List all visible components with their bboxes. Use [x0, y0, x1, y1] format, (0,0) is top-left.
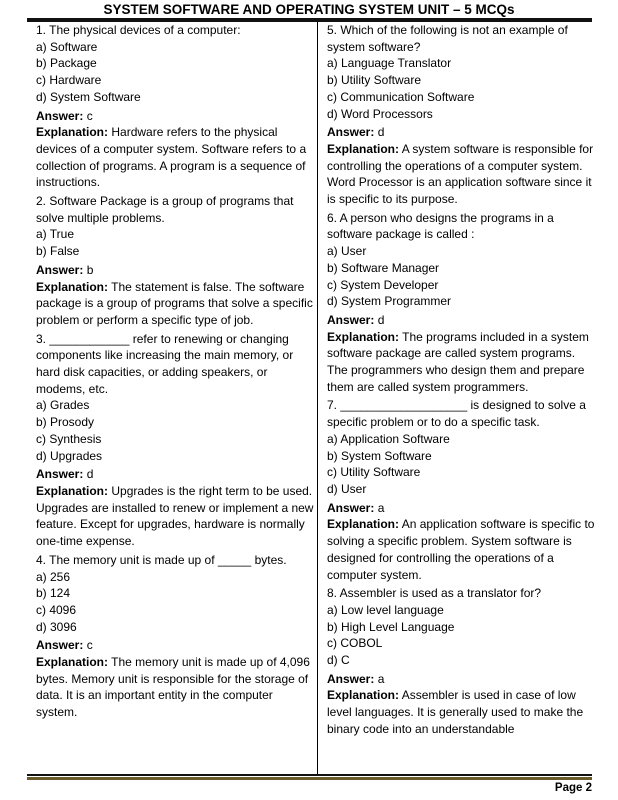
answer-value: a: [377, 500, 385, 515]
option-a: a) Low level language: [327, 602, 444, 617]
footer-rule: [27, 774, 592, 780]
answer-label: Answer:: [327, 671, 375, 686]
explanation-label: Explanation:: [36, 125, 109, 140]
question-text: 3. ____________ refer to renewing or changing components like increasing the main memory, or hard disk capacities, or adding speakers, or modems, etc.: [36, 331, 297, 396]
option-a: a) Grades: [36, 398, 90, 413]
explanation: [327, 687, 595, 737]
answer-line: [36, 637, 314, 654]
answer-label: Answer:: [327, 125, 375, 140]
option-c: c) COBOL: [327, 636, 383, 651]
option-a: a) 256: [36, 569, 71, 584]
option-b: b) False: [36, 244, 80, 259]
option-b: b) System Software: [327, 448, 432, 463]
explanation-label: Explanation:: [36, 655, 109, 670]
option-c: c) Hardware: [36, 73, 102, 88]
explanation: [36, 483, 314, 550]
explanation-label: Explanation:: [327, 329, 400, 344]
explanation: [327, 516, 595, 583]
option-c: c) Utility Software: [327, 465, 421, 480]
answer-line: [36, 108, 314, 125]
question-text: 1. The physical devices of a computer:: [36, 23, 241, 37]
question-text: 4. The memory unit is made up of _____ bytes.: [36, 552, 287, 567]
explanation-text: The statement is false. The software package is a group of programs that solve a specific problem or perform a specific type of job.: [36, 279, 313, 327]
answer-line: [36, 466, 314, 483]
answer-line: [327, 500, 595, 517]
option-b: b) High Level Language: [327, 619, 455, 634]
question-block: [36, 22, 314, 191]
right-column: [327, 22, 595, 740]
question-block: [36, 193, 314, 329]
explanation-label: Explanation:: [327, 688, 400, 703]
option-b: b) 124: [36, 586, 71, 601]
explanation-text: Hardware refers to the physical devices of a computer system. Software refers to a collection of programs. A program is a sequence of instructions.: [36, 125, 307, 190]
explanation: [36, 279, 314, 329]
question-block: [327, 585, 595, 737]
explanation-label: Explanation:: [327, 517, 400, 532]
explanation-label: Explanation:: [327, 141, 400, 156]
question-block: [36, 552, 314, 721]
answer-value: c: [86, 108, 93, 123]
explanation: [36, 654, 314, 721]
option-d: d) System Programmer: [327, 294, 452, 309]
option-d: d) System Software: [36, 89, 141, 104]
question-block: [36, 331, 314, 550]
answer-label: Answer:: [36, 467, 84, 482]
explanation-label: Explanation:: [36, 279, 109, 294]
explanation-text: The programs included in a system software package are called system programs. The programmers who design them and prepare them are called system programmers.: [327, 329, 589, 394]
explanation-text: A system software is responsible for controlling the operations of a computer system. Word Processor is an application software since it is specific to its purpose.: [327, 141, 594, 207]
option-a: a) User: [327, 244, 367, 259]
answer-value: c: [86, 638, 93, 653]
explanation-text: An application software is specific to solving a specific problem. System software is designed for controlling the operations of a computer system.: [327, 517, 595, 582]
answer-label: Answer:: [36, 638, 84, 653]
answer-value: a: [377, 671, 385, 686]
option-b: b) Prosody: [36, 415, 95, 430]
answer-line: [327, 312, 595, 329]
answer-value: d: [377, 125, 385, 140]
explanation: [327, 329, 595, 396]
option-c: c) System Developer: [327, 277, 439, 292]
explanation-text: The memory unit is made up of 4,096 bytes. Memory unit is responsible for the storage of data. It is an important entity in the computer system.: [36, 655, 310, 720]
answer-line: [327, 671, 595, 688]
question-text: 7. ___________________ is designed to solve a specific problem or to do a specific task.: [327, 398, 590, 430]
answer-value: b: [86, 262, 94, 277]
answer-line: [327, 124, 595, 141]
question-text: 5. Which of the following is not an example of system software?: [327, 23, 572, 54]
option-d: d) User: [327, 481, 367, 496]
explanation-label: Explanation:: [36, 483, 109, 498]
option-b: b) Utility Software: [327, 73, 422, 88]
question-text: 2. Software Package is a group of programs that solve multiple problems.: [36, 194, 297, 225]
option-a: a) Language Translator: [327, 56, 452, 71]
page-number: Page 2: [554, 782, 592, 794]
option-a: a) Application Software: [327, 431, 450, 446]
column-divider: [317, 22, 318, 774]
question-text: 6. A person who designs the programs in a software package is called :: [327, 210, 558, 242]
option-b: b) Software Manager: [327, 260, 440, 275]
answer-line: [36, 262, 314, 279]
question-block: [327, 210, 595, 396]
page-title: SYSTEM SOFTWARE AND OPERATING SYSTEM UNIT – 5 MCQs: [103, 2, 515, 17]
explanation-text: Assembler is used in case of low level languages. It is generally used to make the binary code into an understandable: [327, 688, 584, 736]
option-d: d) C: [327, 653, 350, 668]
option-c: c) 4096: [36, 602, 77, 617]
explanation-text: Upgrades is the right term to be used. Upgrades are installed to renew or implement a new feature. Except for upgrades, hardware is normally one-time expense.: [36, 483, 314, 549]
answer-value: d: [377, 312, 385, 327]
option-c: c) Communication Software: [327, 89, 475, 104]
option-a: a) True: [36, 227, 75, 242]
left-column: [36, 22, 314, 723]
explanation: [327, 141, 595, 208]
explanation: [36, 124, 314, 191]
question-block: [327, 22, 595, 208]
option-a: a) Software: [36, 39, 98, 54]
question-block: [327, 397, 595, 583]
answer-value: d: [86, 467, 94, 482]
option-d: d) 3096: [36, 619, 77, 634]
answer-label: Answer:: [36, 108, 84, 123]
option-d: d) Word Processors: [327, 106, 433, 121]
answer-label: Answer:: [36, 262, 84, 277]
answer-label: Answer:: [327, 500, 375, 515]
answer-label: Answer:: [327, 312, 375, 327]
option-c: c) Synthesis: [36, 431, 102, 446]
option-d: d) Upgrades: [36, 448, 103, 463]
option-b: b) Package: [36, 56, 97, 71]
question-text: 8. Assembler is used as a translator for?: [327, 586, 542, 601]
